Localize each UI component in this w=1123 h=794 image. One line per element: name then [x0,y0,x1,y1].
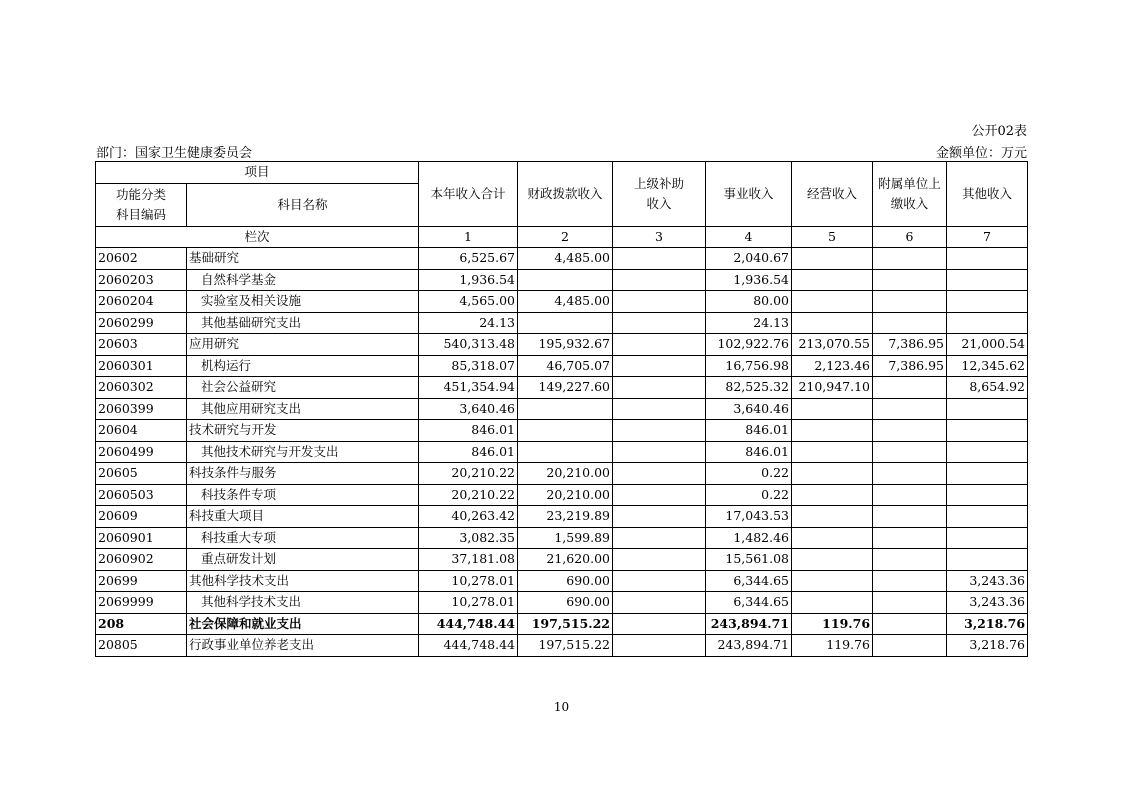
subject-name: 行政事业单位养老支出 [187,635,419,657]
amount-col-6 [873,377,947,399]
amount-col-5 [792,269,873,291]
amount-col-3 [613,613,706,635]
amount-col-6 [873,248,947,270]
amount-col-2 [518,312,613,334]
subject-name: 机构运行 [187,355,419,377]
table-row [96,355,1028,377]
subject-code: 2060299 [96,312,187,334]
header-total-income: 本年收入合计 [419,162,518,227]
amount-col-2: 690.00 [518,592,613,614]
subject-code: 2060301 [96,355,187,377]
amount-col-2 [518,269,613,291]
subject-name: 其他基础研究支出 [187,312,419,334]
subject-code: 2060302 [96,377,187,399]
subject-code: 2060503 [96,484,187,506]
amount-col-4: 102,922.76 [706,334,792,356]
amount-col-7 [947,463,1028,485]
header-operating-income: 经营收入 [792,162,873,227]
amount-col-2: 149,227.60 [518,377,613,399]
amount-col-3 [613,398,706,420]
amount-col-4: 24.13 [706,312,792,334]
amount-col-2: 197,515.22 [518,635,613,657]
amount-col-6 [873,484,947,506]
amount-col-4: 6,344.65 [706,592,792,614]
amount-col-3 [613,312,706,334]
amount-col-7: 3,243.36 [947,592,1028,614]
amount-col-7: 12,345.62 [947,355,1028,377]
header-superior-subsidy-text: 上级补助 收入 [634,175,685,211]
income-budget-table [95,161,1028,657]
amount-col-2 [518,420,613,442]
amount-col-1: 846.01 [419,420,518,442]
subject-code: 20699 [96,570,187,592]
amount-col-6 [873,441,947,463]
subject-name: 其他科学技术支出 [187,570,419,592]
amount-col-7 [947,312,1028,334]
amount-col-3 [613,549,706,571]
subject-code: 2060203 [96,269,187,291]
amount-col-5 [792,463,873,485]
table-row [96,441,1028,463]
amount-col-7 [947,269,1028,291]
subject-code: 20805 [96,635,187,657]
header-fiscal-appropriation: 财政拨款收入 [518,162,613,227]
amount-col-4: 6,344.65 [706,570,792,592]
amount-col-3 [613,291,706,313]
amount-col-1: 4,565.00 [419,291,518,313]
subject-name: 其他科学技术支出 [187,592,419,614]
amount-col-3 [613,570,706,592]
amount-col-1: 451,354.94 [419,377,518,399]
amount-col-2: 690.00 [518,570,613,592]
subject-code: 208 [96,613,187,635]
amount-col-2: 23,219.89 [518,506,613,528]
subject-name: 技术研究与开发 [187,420,419,442]
header-code-text: 功能分类 科目编码 [115,186,166,222]
amount-col-5 [792,441,873,463]
amount-col-6 [873,269,947,291]
subject-code: 2060499 [96,441,187,463]
amount-col-1: 24.13 [419,312,518,334]
amount-col-7 [947,248,1028,270]
subject-code: 20602 [96,248,187,270]
amount-col-5: 119.76 [792,613,873,635]
amount-col-6: 7,386.95 [873,334,947,356]
column-number-5: 5 [792,226,873,248]
subject-code: 2060399 [96,398,187,420]
amount-col-1: 10,278.01 [419,570,518,592]
amount-col-2 [518,441,613,463]
subject-name: 科技条件与服务 [187,463,419,485]
amount-col-1: 20,210.22 [419,463,518,485]
amount-col-2: 20,210.00 [518,484,613,506]
table-row [96,484,1028,506]
amount-col-6 [873,592,947,614]
amount-col-1: 10,278.01 [419,592,518,614]
amount-col-4: 15,561.08 [706,549,792,571]
amount-col-7 [947,420,1028,442]
header-business-income: 事业收入 [706,162,792,227]
amount-col-5 [792,420,873,442]
amount-col-7: 3,218.76 [947,635,1028,657]
amount-col-1: 3,082.35 [419,527,518,549]
table-row [96,527,1028,549]
amount-col-7 [947,484,1028,506]
subject-name: 应用研究 [187,334,419,356]
amount-col-4: 0.22 [706,484,792,506]
amount-col-3 [613,463,706,485]
amount-col-5 [792,570,873,592]
amount-col-5: 2,123.46 [792,355,873,377]
subject-name: 科技重大项目 [187,506,419,528]
amount-col-3 [613,269,706,291]
amount-col-5 [792,592,873,614]
amount-col-7 [947,291,1028,313]
amount-col-6 [873,291,947,313]
header-name: 科目名称 [187,183,419,226]
subject-code: 2060204 [96,291,187,313]
table-row [96,506,1028,528]
amount-col-5: 210,947.10 [792,377,873,399]
table-row [96,291,1028,313]
amount-col-4: 0.22 [706,463,792,485]
amount-col-1: 37,181.08 [419,549,518,571]
subject-name: 科技重大专项 [187,527,419,549]
amount-col-6 [873,463,947,485]
amount-col-6 [873,549,947,571]
column-number-row [96,226,1028,248]
amount-col-7: 21,000.54 [947,334,1028,356]
amount-col-4: 1,482.46 [706,527,792,549]
amount-col-4: 846.01 [706,420,792,442]
column-number-label: 栏次 [96,226,419,248]
column-number-3: 3 [613,226,706,248]
amount-col-7 [947,441,1028,463]
subject-code: 20609 [96,506,187,528]
header-item: 项目 [96,162,419,184]
subject-code: 2060901 [96,527,187,549]
header-affiliated-units-text: 附属单位上 缴收入 [878,175,941,211]
subject-code: 2060902 [96,549,187,571]
subject-name: 科技条件专项 [187,484,419,506]
amount-col-7 [947,527,1028,549]
table-row [96,248,1028,270]
amount-col-6 [873,570,947,592]
table-row [96,334,1028,356]
amount-col-6 [873,506,947,528]
department-label: 部门：国家卫生健康委员会 [96,146,253,161]
header-affiliated-units [873,162,947,227]
amount-col-5: 213,070.55 [792,334,873,356]
table-row [96,463,1028,485]
amount-col-5 [792,291,873,313]
subject-code: 20603 [96,334,187,356]
amount-col-5 [792,506,873,528]
amount-col-1: 444,748.44 [419,613,518,635]
subject-code: 20605 [96,463,187,485]
amount-col-2: 195,932.67 [518,334,613,356]
subject-name: 社会公益研究 [187,377,419,399]
amount-col-3 [613,635,706,657]
amount-col-7 [947,549,1028,571]
amount-col-6 [873,635,947,657]
amount-col-1: 846.01 [419,441,518,463]
subject-name: 其他技术研究与开发支出 [187,441,419,463]
amount-col-4: 3,640.46 [706,398,792,420]
amount-col-5 [792,527,873,549]
amount-col-6: 7,386.95 [873,355,947,377]
amount-col-2: 21,620.00 [518,549,613,571]
amount-col-3 [613,441,706,463]
amount-col-7 [947,506,1028,528]
amount-col-7 [947,398,1028,420]
amount-col-5: 119.76 [792,635,873,657]
amount-col-3 [613,355,706,377]
header-other-income: 其他收入 [947,162,1028,227]
amount-col-6 [873,613,947,635]
amount-col-5 [792,398,873,420]
amount-col-4: 16,756.98 [706,355,792,377]
amount-col-1: 40,263.42 [419,506,518,528]
table-row [96,635,1028,657]
table-row [96,420,1028,442]
amount-unit-label: 金额单位：万元 [935,146,1027,161]
amount-col-5 [792,549,873,571]
amount-col-1: 6,525.67 [419,248,518,270]
table-row [96,377,1028,399]
amount-col-1: 444,748.44 [419,635,518,657]
amount-col-2: 20,210.00 [518,463,613,485]
column-number-2: 2 [518,226,613,248]
subject-name: 基础研究 [187,248,419,270]
amount-col-3 [613,592,706,614]
subject-name: 社会保障和就业支出 [187,613,419,635]
column-number-1: 1 [419,226,518,248]
subject-name: 自然科学基金 [187,269,419,291]
amount-col-2: 197,515.22 [518,613,613,635]
amount-col-5 [792,312,873,334]
amount-col-3 [613,377,706,399]
amount-col-1: 1,936.54 [419,269,518,291]
amount-col-6 [873,312,947,334]
amount-col-4: 82,525.32 [706,377,792,399]
amount-col-2: 4,485.00 [518,291,613,313]
amount-col-4: 243,894.71 [706,635,792,657]
amount-col-3 [613,420,706,442]
subject-name: 其他应用研究支出 [187,398,419,420]
subject-code: 20604 [96,420,187,442]
amount-col-4: 243,894.71 [706,613,792,635]
form-number: 公开02表 [971,124,1027,139]
amount-col-1: 20,210.22 [419,484,518,506]
amount-col-2: 4,485.00 [518,248,613,270]
table-row [96,549,1028,571]
table-row [96,398,1028,420]
amount-col-4: 17,043.53 [706,506,792,528]
column-number-6: 6 [873,226,947,248]
amount-col-6 [873,420,947,442]
table-row [96,592,1028,614]
amount-col-7: 3,243.36 [947,570,1028,592]
table-row [96,613,1028,635]
column-number-7: 7 [947,226,1028,248]
amount-col-1: 540,313.48 [419,334,518,356]
amount-col-5 [792,484,873,506]
amount-col-5 [792,248,873,270]
amount-col-1: 85,318.07 [419,355,518,377]
amount-col-2: 46,705.07 [518,355,613,377]
amount-col-3 [613,248,706,270]
header-code [96,183,187,226]
table-body [96,248,1028,657]
amount-col-1: 3,640.46 [419,398,518,420]
amount-col-4: 2,040.67 [706,248,792,270]
table-row [96,269,1028,291]
amount-col-6 [873,398,947,420]
amount-col-2: 1,599.89 [518,527,613,549]
amount-col-3 [613,484,706,506]
table-row [96,570,1028,592]
page-number: 10 [553,700,570,714]
amount-col-3 [613,506,706,528]
header-superior-subsidy [613,162,706,227]
amount-col-6 [873,527,947,549]
subject-name: 重点研发计划 [187,549,419,571]
amount-col-4: 1,936.54 [706,269,792,291]
column-number-4: 4 [706,226,792,248]
amount-col-2 [518,398,613,420]
amount-col-3 [613,334,706,356]
amount-col-4: 80.00 [706,291,792,313]
table-row [96,312,1028,334]
amount-col-4: 846.01 [706,441,792,463]
amount-col-7: 3,218.76 [947,613,1028,635]
subject-code: 2069999 [96,592,187,614]
amount-col-3 [613,527,706,549]
amount-col-7: 8,654.92 [947,377,1028,399]
subject-name: 实验室及相关设施 [187,291,419,313]
